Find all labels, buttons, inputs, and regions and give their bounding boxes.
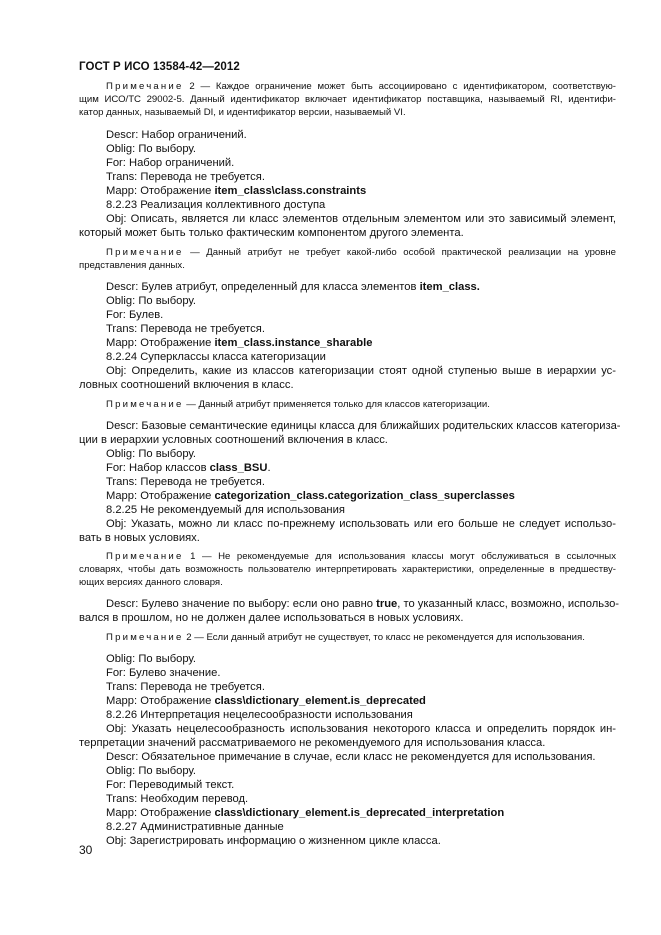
note-line [106,632,585,645]
attr-obj: Obj: Зарегистрировать информацию о жизненном цикле класса. [106,835,441,847]
attr-obj: Obj: Указать, можно ли класс по-прежнему использовать или его больше не следует использо- [106,518,616,530]
note-text: 1 — Не рекомендуемые для использования классы могут обслуживаться в ссылочных [183,551,616,562]
attr-obj: Obj: Указать нецелесообразность использования некоторого класса и определить порядок ин- [106,723,616,735]
attr-trans: Trans: Перевода не требуется. [106,681,265,693]
attr-trans: Trans: Перевода не требуется. [106,171,265,183]
attr-for: For: Переводимый текст. [106,779,235,791]
note-text: 2 — Если данный атрибут не существует, то класс не рекомендуется для использования. [183,632,585,643]
paragraph-line: ловных соотношений включения в класс. [79,379,294,391]
attr-mapp: Mapp: Отображение item_class.instance_sharable [106,337,373,349]
mapping-name: item_class\class.constraints [214,185,367,197]
mapping-name: class\dictionary_element.is_deprecated_interpretation [214,807,505,819]
attr-for: For: Булево значение. [106,667,221,679]
attr-for: For: Набор ограничений. [106,157,235,169]
section-heading: 8.2.27 Административные данные [106,821,284,833]
note-line: ющих версиях данного словаря. [79,577,223,588]
mapping-name: categorization_class.categorization_class_superclasses [214,490,515,502]
attr-oblig: Oblig: По выбору. [106,765,196,777]
note-prefix: Примечание [106,632,184,643]
class-name: class_BSU [209,462,268,474]
attr-trans: Trans: Перевода не требуется. [106,323,265,335]
mapping-name: class\dictionary_element.is_deprecated [214,695,426,707]
note-prefix: Примечание [106,81,184,92]
attr-mapp: Mapp: Отображение item_class\class.constraints [106,185,367,197]
section-heading: 8.2.25 Не рекомендуемый для использования [106,504,345,516]
note-line: щим ИСО/ТС 29002-5. Данный идентификатор включает идентификатор поставщика, называемый RI, идентифи- [79,94,616,105]
attr-oblig: Oblig: По выбору. [106,295,196,307]
paragraph-line: терпретации значений рассматриваемого не рекомендуемого для использования класса. [79,737,546,749]
section-heading: 8.2.23 Реализация коллективного доступа [106,199,326,211]
attr-for: For: Набор классов class_BSU. [106,462,271,474]
note-text: 2 — Каждое ограничение может быть ассоциировано с идентификатором, соответствую- [183,81,616,92]
value-true: true [376,598,398,610]
attr-mapp: Mapp: Отображение categorization_class.categorization_class_superclasses [106,490,515,502]
attr-descr: Descr: Булев атрибут, определенный для класса элементов item_class. [106,281,480,293]
attr-descr: Descr: Булево значение по выбору: если оно равно true, то указанный класс, возможно, использо- [106,598,620,610]
attr-for: For: Булев. [106,309,164,321]
attr-mapp: Mapp: Отображение class\dictionary_element.is_deprecated [106,695,426,707]
paragraph-line: вать в новых условиях. [79,532,200,544]
note-prefix: Примечание [106,551,184,562]
note-prefix: Примечание [106,399,184,410]
attr-trans: Trans: Необходим перевод. [106,793,249,805]
note-line [106,399,490,412]
class-name: item_class. [419,281,480,293]
note-line [106,551,616,564]
attr-oblig: Oblig: По выбору. [106,143,196,155]
section-heading: 8.2.24 Суперклассы класса категоризации [106,351,326,363]
note-prefix: Примечание [106,247,184,258]
document-header: ГОСТ Р ИСО 13584-42—2012 [79,61,240,73]
note-line: катор данных, называемый DI, и идентификатор версии, называемый VI. [79,107,406,118]
attr-oblig: Oblig: По выбору. [106,653,196,665]
page-number: 30 [79,843,93,857]
attr-obj: Obj: Описать, является ли класс элементов отдельным элементом или это зависимый элемент, [106,213,616,225]
attr-mapp: Mapp: Отображение class\dictionary_element.is_deprecated_interpretation [106,807,505,819]
note-text: — Данный атрибут применяется только для классов категоризации. [183,399,490,410]
note-line [106,247,616,260]
paragraph-line: который может быть только фактическим компонентом другого элемента. [79,227,464,239]
note-line [106,81,616,94]
attr-descr: Descr: Базовые семантические единицы класса для ближайших родительских классов категориза- [106,420,621,432]
attr-descr: Descr: Набор ограничений. [106,129,247,141]
section-heading: 8.2.26 Интерпретация нецелесообразности использования [106,709,413,721]
attr-oblig: Oblig: По выбору. [106,448,196,460]
attr-obj: Obj: Определить, какие из классов категоризации стоят одной ступенью выше в иерархии ус- [106,365,616,377]
note-text: — Данный атрибут не требует какой-либо особой практической реализации на уровне [183,247,616,258]
note-line: словарях, чтобы дать возможность пользователю интерпретировать характеристики, определенные в предшеству- [79,564,616,575]
paragraph-line: вался в прошлом, но не должен далее использоваться в новых условиях. [79,612,464,624]
paragraph-line: ции в иерархии условных соотношений включения в класс. [79,434,388,446]
mapping-name: item_class.instance_sharable [214,337,373,349]
attr-trans: Trans: Перевода не требуется. [106,476,265,488]
note-line: представления данных. [79,260,185,271]
attr-descr: Descr: Обязательное примечание в случае, если класс не рекомендуется для использования. [106,751,596,763]
